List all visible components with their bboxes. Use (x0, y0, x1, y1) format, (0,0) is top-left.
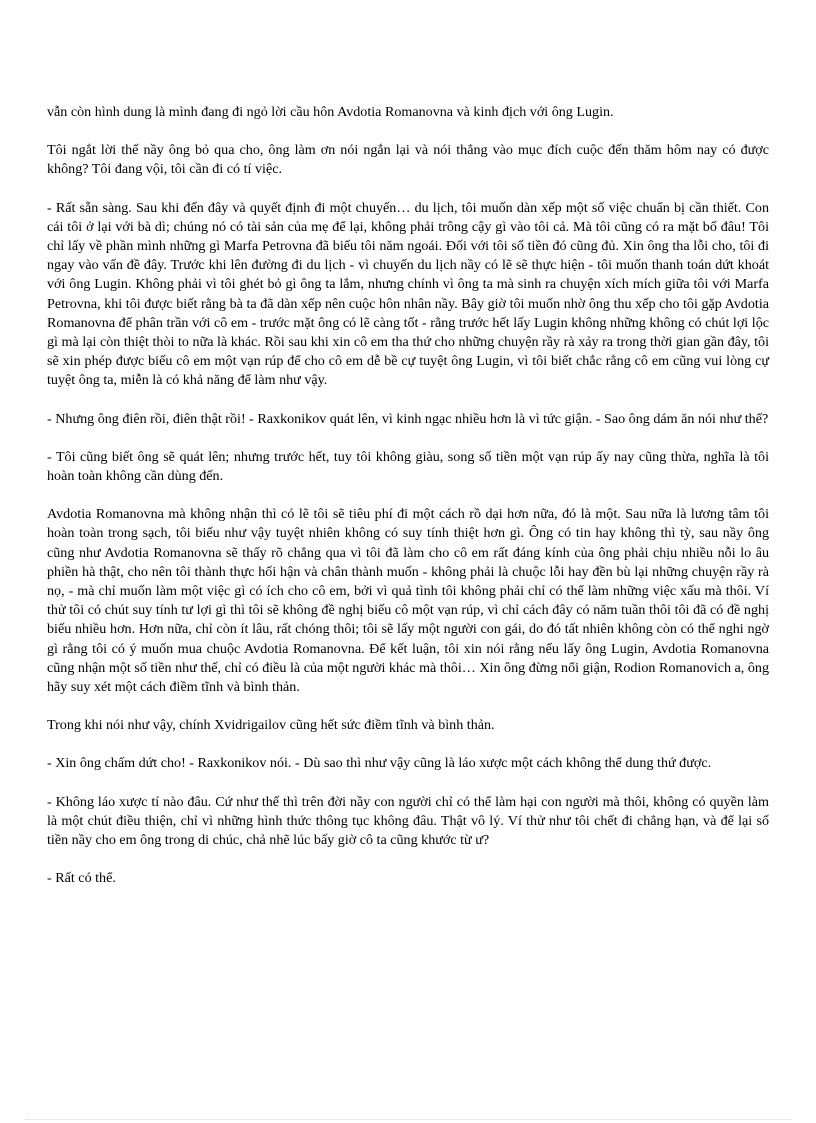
paragraph-6: Avdotia Romanovna mà không nhận thì có lẽ tôi sẽ tiêu phí đi một cách rồ dại hơn nữa, đó là một. Sau nữa là lương tâm tôi hoàn toàn trong sạch, tôi biếu như vậy tuyệt nhiên không có suy tính thiệt hơn gì. Ông có tin hay không thì tỳ, sau nầy ông cũng như Avdotia Romanovna sẽ thấy rõ chẳng qua vì tôi đã làm cho cô em rất đáng kính của ông phải chịu nhiều nỗi lo âu phiền hà thật, cho nên tôi thành thực hối hận và chân thành muốn - không phải là chuộc lỗi hay đền bù lại những chuyện rầy rà nọ, - mà chỉ muốn làm một việc gì có ích cho cô em, bởi vì quả tình tôi không phải chỉ có thể làm những việc xấu mà thôi. Ví thử tôi có chút suy tính tư lợi gì thì tôi sẽ không đề nghị biếu cô một vạn rúp, vì chỉ cách đây có năm tuần thôi tôi đã có đề nghị biếu nhiều hơn. Hơn nữa, chỉ còn ít lâu, rất chóng thôi; tôi sẽ lấy một người con gái, do đó tất nhiên không còn có thể nghi ngờ gì rằng tôi có ý muốn mua chuộc Avdotia Romanovna. Để kết luận, tôi xin nói rằng nếu lấy ông Lugin, Avdotia Romanovna cũng nhận một số tiền như thế, chỉ có điều là của một người khác mà thôi… Xin ông đừng nổi giận, Rodion Romanovich a, ông hãy suy xét một cách điềm tĩnh và bình thản. (47, 506, 769, 696)
paragraph-5: - Tôi cũng biết ông sẽ quát lên; nhưng trước hết, tuy tôi không giàu, song số tiền một vạn rúp ấy nay cũng thừa, nghĩa là tôi hoàn toàn không cần dùng đến. (47, 448, 769, 485)
paragraph-2: Tôi ngắt lời thế nầy ông bỏ qua cho, ông làm ơn nói ngắn lại và nói thẳng vào mục đích cuộc đến thăm hôm nay có được không? Tôi đang vội, tôi cần đi có tí việc. (47, 142, 769, 178)
page-bottom-rule (25, 1119, 791, 1120)
document-body (47, 103, 769, 908)
paragraph-1: vẫn còn hình dung là mình đang đi ngỏ lời cầu hôn Avdotia Romanovna và kinh địch với ông Lugin. (47, 104, 614, 120)
paragraph-9: - Không láo xược tí nào đâu. Cứ như thế thì trên đời nầy con người chỉ có thể làm hại con người mà thôi, không có quyền làm là một chút điều thiện, chỉ vì những hình thức thông tục không đâu. Thật vô lý. Ví thử như tôi chết đi chẳng hạn, và để lại số tiền nầy cho em ông trong di chúc, chả nhẽ lúc bấy giờ cô ta cũng khước từ ư? (47, 793, 769, 849)
paragraph-8: - Xin ông chấm dứt cho! - Raxkonikov nói. - Dù sao thì như vậy cũng là láo xược một cách không thể dung thứ được. (47, 755, 712, 772)
paragraph-10: - Rất có thể. (47, 870, 116, 887)
paragraph-7: Trong khi nói như vậy, chính Xvidrigailov cũng hết sức điềm tĩnh và bình thản. (47, 717, 495, 734)
paragraph-4: - Nhưng ông điên rồi, điên thật rồi! - Raxkonikov quát lên, vì kinh ngạc nhiều hơn là vì tức giận. - Sao ông dám ăn nói như thế? (47, 410, 769, 427)
paragraph-3: - Rất sẵn sàng. Sau khi đến đây và quyết định đi một chuyến… du lịch, tôi muốn dàn xếp một số việc chuẩn bị cần thiết. Con cái tôi ở lại với bà dì; chúng nó có tài sản của mẹ để lại, không phải trông cậy gì vào tôi cả. Mà tôi cũng có ra mặt bố đâu! Tôi chỉ lấy về phần mình những gì Marfa Petrovna đã biếu tôi năm ngoái. Đối với tôi số tiền đó cũng đủ. Xin ông tha lỗi cho, tôi đi ngay vào vấn đề đây. Trước khi lên đường đi du lịch - vì chuyến du lịch nầy có lẽ sẽ thực hiện - tôi muốn thanh toán dứt khoát với ông Lugin. Không phải vì tôi ghét bỏ gì ông ta lắm, nhưng chính vì ông ta mà sinh ra chuyện xích mích giữa tôi với Marfa Petrovna, khi tôi được biết rằng bà ta đã dàn xếp nên cuộc hôn nhân nầy. Bây giờ tôi muốn nhờ ông thu xếp cho tôi gặp Avdotia Romanovna để phân trần với cô em - trước mặt ông có lẽ càng tốt - rằng trước hết lấy Lugin không những không có chút lợi lộc gì mà lại còn thiệt thòi to nữa là khác. Rồi sau khi xin cô em tha thứ cho những chuyện rầy rà xảy ra trong thời gian gần đây, tôi sẽ xin phép được biếu cô em một vạn rúp để cho cô em dễ bề cự tuyệt ông Lugin, vì tôi biết chắc rằng cô em cũng vui lòng cự tuyệt ông ta, miễn là có khả năng để làm như vậy. (47, 199, 769, 389)
